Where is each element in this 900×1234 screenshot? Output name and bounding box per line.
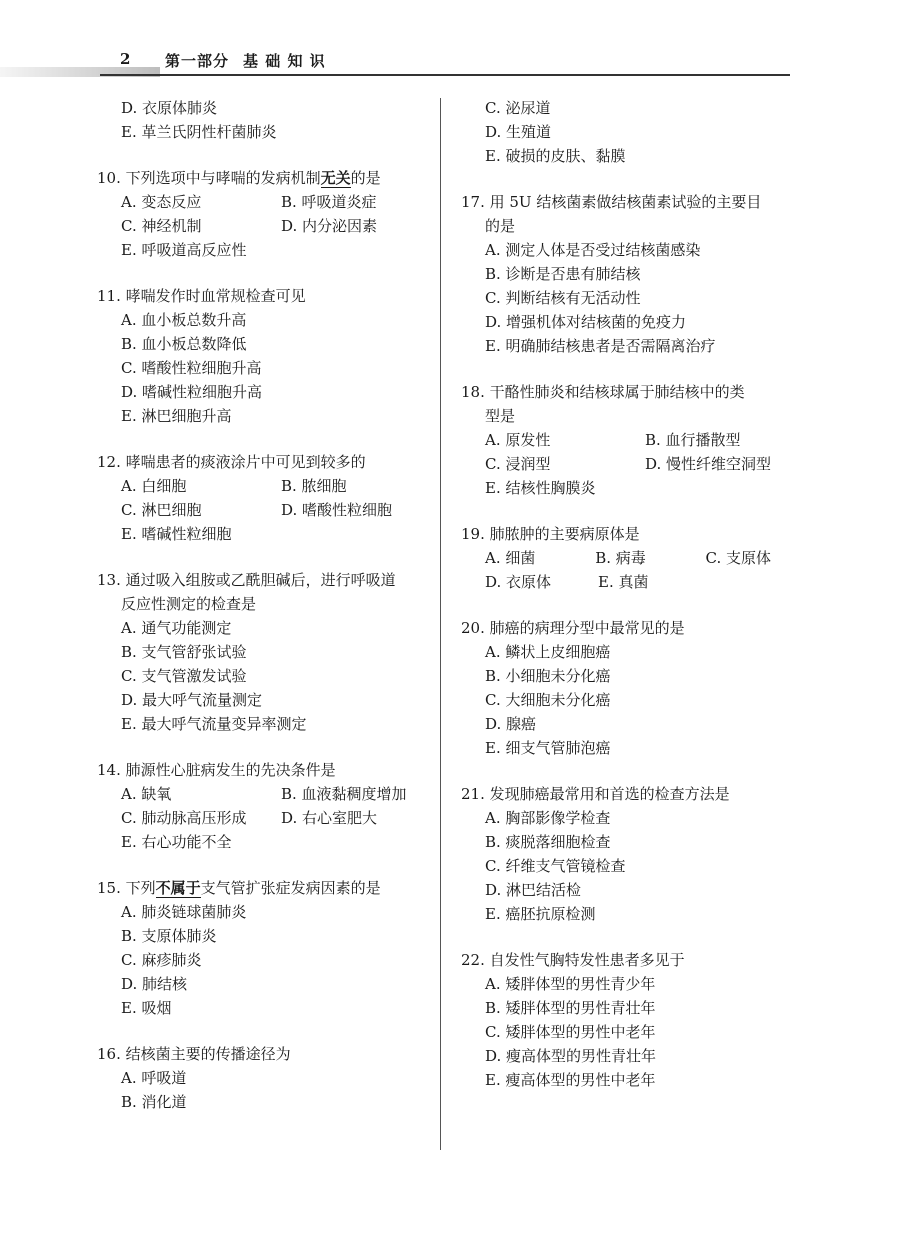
option-a: A. 胸部影像学检查 <box>485 809 611 827</box>
option-c: C. 支气管激发试验 <box>121 667 247 685</box>
emphasis-text: 无关 <box>320 169 351 187</box>
option-d: D. 最大呼气流量测定 <box>121 691 263 709</box>
column-divider <box>440 98 441 1150</box>
question-stem: 19. 肺脓肿的主要病原体是 <box>461 525 640 543</box>
question-11 <box>97 284 407 428</box>
part-label: 第一部分 <box>165 52 230 70</box>
question-20 <box>461 616 771 760</box>
option-c: C. 麻疹肺炎 <box>121 951 202 969</box>
question-18 <box>461 380 771 500</box>
question-stem: 11. 哮喘发作时血常规检查可见 <box>97 287 306 305</box>
option-c: C. 支原体 <box>705 549 771 567</box>
header-rule <box>100 74 790 76</box>
question-stem: 21. 发现肺癌最常用和首选的检查方法是 <box>461 785 730 803</box>
question-stem: 16. 结核菌主要的传播途径为 <box>97 1045 291 1063</box>
option-e: E. 瘦高体型的男性中老年 <box>485 1071 656 1089</box>
option-e: E. 结核性胸膜炎 <box>485 479 596 497</box>
question-10 <box>97 166 407 262</box>
option-b: B. 痰脱落细胞检查 <box>485 833 611 851</box>
option-a: A. 原发性 <box>485 431 551 449</box>
question-stem: 12. 哮喘患者的痰液涂片中可见到较多的 <box>97 453 366 471</box>
right-column <box>461 96 771 1092</box>
option-a: A. 矮胖体型的男性青少年 <box>485 975 656 993</box>
part-title: 基 础 知 识 <box>243 52 326 70</box>
option-b: B. 诊断是否患有肺结核 <box>485 265 641 283</box>
option-c: C. 泌尿道 <box>485 99 551 117</box>
question-12 <box>97 450 407 546</box>
option-c: C. 神经机制 <box>121 217 202 235</box>
option-a: A. 通气功能测定 <box>121 619 232 637</box>
option-e: E. 革兰氏阴性杆菌肺炎 <box>121 123 277 141</box>
option-b: B. 小细胞未分化癌 <box>485 667 611 685</box>
option-e: E. 破损的皮肤、黏膜 <box>485 147 626 165</box>
option-d: D. 慢性纤维空洞型 <box>644 455 771 473</box>
question-stem: 20. 肺癌的病理分型中最常见的是 <box>461 619 685 637</box>
section-title <box>165 50 326 71</box>
question-stem: 22. 自发性气胸特发性患者多见于 <box>461 951 685 969</box>
page-number: 2 <box>120 50 131 68</box>
question-stem-continued: 型是 <box>485 407 516 425</box>
question-9-continued <box>97 96 407 144</box>
question-stem: 15. 下列不属于支气管扩张症发病因素的是 <box>97 879 381 897</box>
page-header <box>0 0 900 80</box>
option-a: A. 血小板总数升高 <box>121 311 247 329</box>
option-b: B. 病毒 <box>595 549 646 567</box>
option-d: D. 嗜酸性粒细胞 <box>281 501 393 519</box>
option-b: B. 血小板总数降低 <box>121 335 247 353</box>
option-b: B. 矮胖体型的男性青壮年 <box>485 999 656 1017</box>
question-stem: 13. 通过吸入组胺或乙酰胆碱后，进行呼吸道 <box>97 571 396 589</box>
option-e: E. 最大呼气流量变异率测定 <box>121 715 307 733</box>
question-stem: 14. 肺源性心脏病发生的先决条件是 <box>97 761 336 779</box>
option-b: B. 支气管舒张试验 <box>121 643 247 661</box>
question-stem: 10. 下列选项中与哮喘的发病机制无关的是 <box>97 169 381 187</box>
question-17 <box>461 190 771 358</box>
question-15 <box>97 876 407 1020</box>
option-a: A. 肺炎链球菌肺炎 <box>121 903 247 921</box>
option-c: C. 肺动脉高压形成 <box>121 809 247 827</box>
question-21 <box>461 782 771 926</box>
option-b: B. 血行播散型 <box>645 431 741 449</box>
question-stem-continued: 的是 <box>485 217 516 235</box>
option-c: C. 嗜酸性粒细胞升高 <box>121 359 262 377</box>
option-d: D. 嗜碱性粒细胞升高 <box>121 383 263 401</box>
option-c: C. 判断结核有无活动性 <box>485 289 641 307</box>
option-d: D. 衣原体 <box>485 573 552 591</box>
option-b: B. 脓细胞 <box>281 477 347 495</box>
option-a: A. 白细胞 <box>121 477 187 495</box>
emphasis-text: 不属于 <box>155 879 201 897</box>
option-a: A. 变态反应 <box>121 193 202 211</box>
question-stem-continued: 反应性测定的检查是 <box>121 595 257 613</box>
option-e: E. 右心功能不全 <box>121 833 232 851</box>
question-16-continued <box>461 96 771 168</box>
option-c: C. 纤维支气管镜检查 <box>485 857 626 875</box>
question-22 <box>461 948 771 1092</box>
option-c: C. 浸润型 <box>485 455 551 473</box>
option-d: D. 生殖道 <box>485 123 552 141</box>
option-e: E. 癌胚抗原检测 <box>485 905 596 923</box>
option-d: D. 内分泌因素 <box>281 217 378 235</box>
option-c: C. 矮胖体型的男性中老年 <box>485 1023 656 1041</box>
option-b: B. 支原体肺炎 <box>121 927 217 945</box>
question-16 <box>97 1042 407 1114</box>
option-e: E. 细支气管肺泡癌 <box>485 739 611 757</box>
option-e: E. 吸烟 <box>121 999 172 1017</box>
question-14 <box>97 758 407 854</box>
option-d: D. 瘦高体型的男性青壮年 <box>485 1047 657 1065</box>
question-stem: 17. 用 5U 结核菌素做结核菌素试验的主要目 <box>461 193 762 211</box>
option-b: B. 血液黏稠度增加 <box>281 785 407 803</box>
option-a: A. 呼吸道 <box>121 1069 187 1087</box>
option-e: E. 呼吸道高反应性 <box>121 241 247 259</box>
option-e: E. 明确肺结核患者是否需隔离治疗 <box>485 337 716 355</box>
question-stem: 18. 干酪性肺炎和结核球属于肺结核中的类 <box>461 383 745 401</box>
option-a: A. 缺氧 <box>121 785 172 803</box>
option-c: C. 大细胞未分化癌 <box>485 691 611 709</box>
option-d: D. 肺结核 <box>121 975 188 993</box>
option-d: D. 右心室肥大 <box>281 809 378 827</box>
option-d: D. 淋巴结活检 <box>485 881 582 899</box>
question-13 <box>97 568 407 736</box>
question-19 <box>461 522 771 594</box>
option-a: A. 细菌 <box>485 549 536 567</box>
option-d: D. 增强机体对结核菌的免疫力 <box>485 313 687 331</box>
option-e: E. 真菌 <box>598 573 649 591</box>
option-e: E. 淋巴细胞升高 <box>121 407 232 425</box>
option-a: A. 测定人体是否受过结核菌感染 <box>485 241 701 259</box>
left-column <box>97 96 407 1114</box>
option-a: A. 鳞状上皮细胞癌 <box>485 643 611 661</box>
option-d: D. 腺癌 <box>485 715 537 733</box>
option-b: B. 消化道 <box>121 1093 187 1111</box>
option-e: E. 嗜碱性粒细胞 <box>121 525 232 543</box>
option-d: D. 衣原体肺炎 <box>121 99 218 117</box>
option-c: C. 淋巴细胞 <box>121 501 202 519</box>
option-b: B. 呼吸道炎症 <box>281 193 377 211</box>
